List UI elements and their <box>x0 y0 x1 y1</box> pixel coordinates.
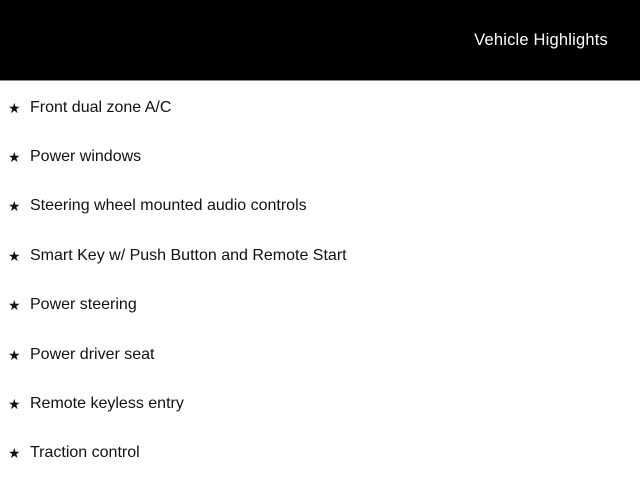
header-bar <box>0 0 640 81</box>
page-title: Vehicle Highlights <box>474 30 608 49</box>
star-icon: ★ <box>8 247 21 264</box>
feature-item <box>0 83 640 132</box>
feature-label: Remote keyless entry <box>30 395 184 413</box>
feature-list <box>0 81 640 478</box>
feature-item <box>0 182 640 231</box>
feature-label: Power driver seat <box>30 345 155 363</box>
feature-label: Front dual zone A/C <box>30 98 172 116</box>
star-icon: ★ <box>8 149 21 166</box>
feature-item <box>0 429 640 478</box>
feature-label: Power steering <box>30 296 137 314</box>
feature-item <box>0 132 640 181</box>
star-icon: ★ <box>8 99 21 116</box>
star-icon: ★ <box>8 198 21 215</box>
feature-label: Power windows <box>30 148 142 166</box>
star-icon: ★ <box>8 346 21 363</box>
feature-item <box>0 231 640 280</box>
feature-item <box>0 330 640 379</box>
star-icon: ★ <box>8 445 21 462</box>
star-icon: ★ <box>8 396 21 413</box>
feature-label: Traction control <box>30 444 140 462</box>
feature-item <box>0 281 640 330</box>
feature-label: Smart Key w/ Push Button and Remote Start <box>30 246 347 264</box>
star-icon: ★ <box>8 297 21 314</box>
feature-item <box>0 379 640 428</box>
feature-label: Steering wheel mounted audio controls <box>30 197 307 215</box>
